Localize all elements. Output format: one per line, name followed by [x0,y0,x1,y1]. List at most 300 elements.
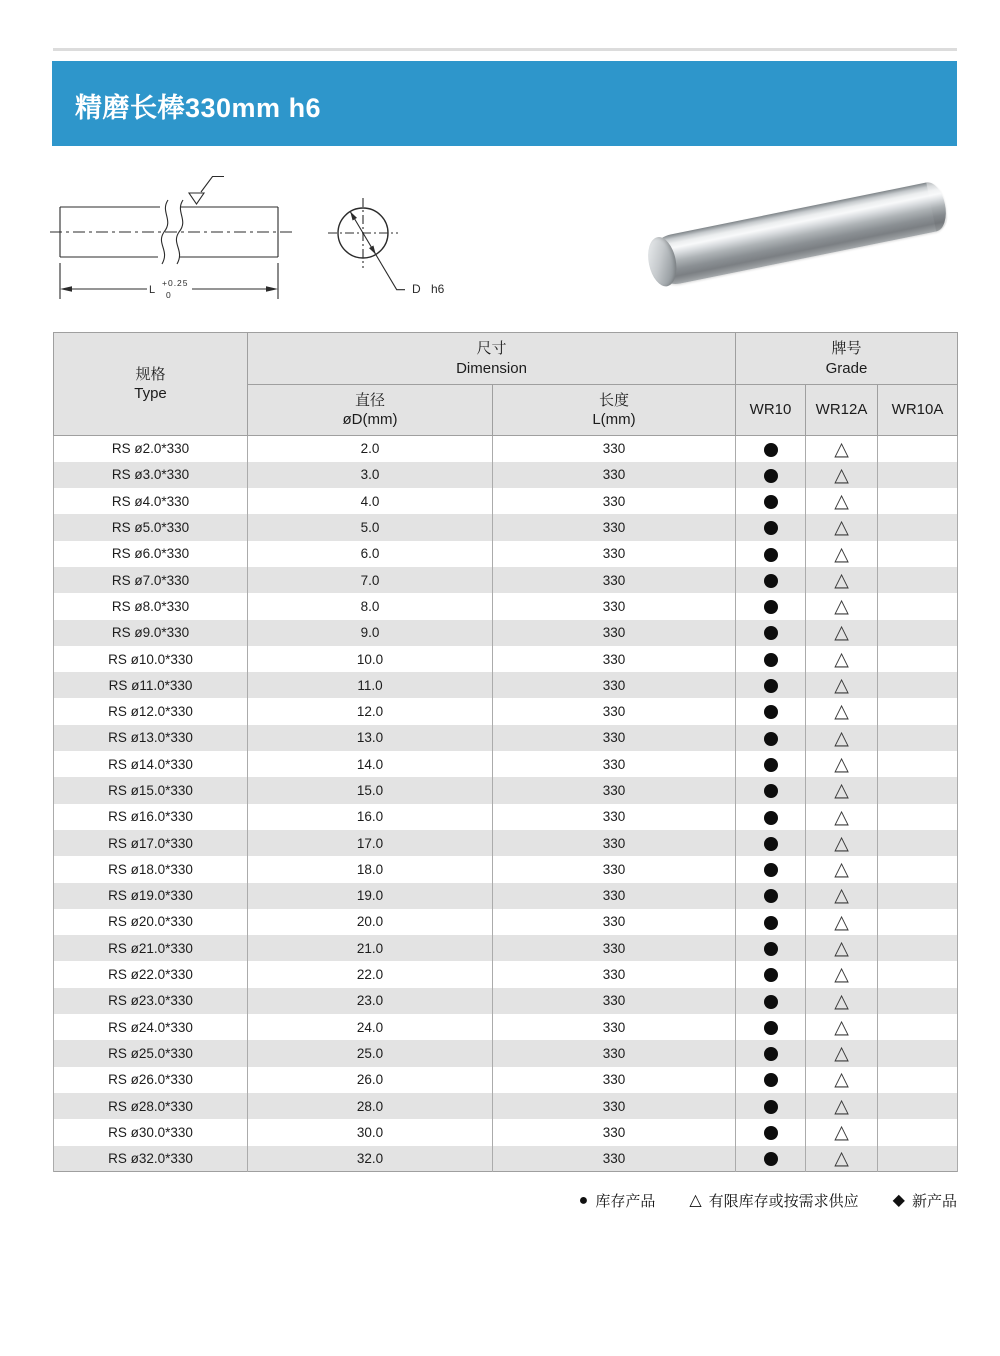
cell-type: RS ø19.0*330 [54,883,248,909]
page-title: 精磨长棒330mm h6 [75,93,322,123]
limited-stock-icon: △ [834,438,849,460]
cell-wr12a [806,646,878,672]
cell-wr12a [806,1119,878,1145]
limited-stock-icon: △ [834,964,849,986]
col-header-wr10a: WR10A [878,385,958,436]
legend-label: 有限库存或按需求供应 [708,1193,859,1210]
length-dim-label: L [149,284,156,296]
tolerance-lower-label: 0 [166,290,171,300]
col-header-diameter-en: øD(mm) [342,411,398,428]
table-row [54,1040,958,1066]
table-row [54,1014,958,1040]
cell-wr10a [878,751,958,777]
table-row [54,541,958,567]
table-row [54,488,958,514]
col-header-type-en: Type [134,385,167,402]
cell-wr10a [878,988,958,1014]
cell-diameter: 21.0 [248,935,493,961]
limited-stock-icon: △ [834,859,849,881]
cell-diameter: 15.0 [248,777,493,803]
cell-wr10 [736,856,806,882]
in-stock-icon [764,784,778,798]
col-header-type [54,333,248,436]
in-stock-icon [764,889,778,903]
cell-length: 330 [493,541,736,567]
diameter-leader [350,212,405,290]
in-stock-icon [764,495,778,509]
table-row [54,883,958,909]
cell-wr12a [806,988,878,1014]
legend-label: 库存产品 [595,1193,656,1210]
cell-wr12a [806,830,878,856]
diameter-arrow-top [350,212,357,221]
cell-wr10 [736,1040,806,1066]
cell-type: RS ø12.0*330 [54,698,248,724]
cell-wr12a [806,777,878,803]
in-stock-icon [764,732,778,746]
cell-wr10a [878,1067,958,1093]
group-header-grade-zh: 牌号 [831,340,862,357]
cell-wr10 [736,1067,806,1093]
in-stock-icon [764,995,778,1009]
cell-wr12a [806,909,878,935]
cell-wr10 [736,935,806,961]
cell-type: RS ø8.0*330 [54,593,248,619]
in-stock-icon [764,811,778,825]
table-row [54,856,958,882]
cell-length: 330 [493,1067,736,1093]
cell-wr10a [878,777,958,803]
cell-type: RS ø18.0*330 [54,856,248,882]
surface-finish-flag [201,177,224,193]
table-row [54,646,958,672]
cell-diameter: 26.0 [248,1067,493,1093]
cell-wr12a [806,804,878,830]
limited-stock-icon: △ [834,464,849,486]
cell-type: RS ø11.0*330 [54,672,248,698]
limited-stock-icon: △ [834,517,849,539]
cell-wr10 [736,1119,806,1145]
cell-wr12a [806,1040,878,1066]
technical-drawing-svg [0,160,470,310]
cell-wr12a [806,514,878,540]
cell-wr12a [806,1093,878,1119]
cell-length: 330 [493,1040,736,1066]
table-row [54,988,958,1014]
cell-wr10a [878,909,958,935]
in-stock-icon [764,653,778,667]
spec-table-header [54,333,958,436]
cell-wr10 [736,698,806,724]
limited-stock-icon: △ [834,1069,849,1091]
cell-diameter: 20.0 [248,909,493,935]
cell-length: 330 [493,804,736,830]
cell-wr12a [806,1146,878,1172]
col-header-diameter [248,385,493,436]
cell-diameter: 12.0 [248,698,493,724]
cell-diameter: 18.0 [248,856,493,882]
cell-type: RS ø2.0*330 [54,436,248,462]
in-stock-icon: ● [578,1191,589,1209]
cell-length: 330 [493,462,736,488]
cell-wr10 [736,514,806,540]
cell-wr10 [736,567,806,593]
cell-wr12a [806,672,878,698]
spec-table [53,332,958,1172]
cell-wr10a [878,804,958,830]
legend-item [579,1190,656,1211]
cell-type: RS ø6.0*330 [54,541,248,567]
cell-wr10a [878,1146,958,1172]
ground-rod-image [646,180,950,289]
cell-length: 330 [493,593,736,619]
in-stock-icon [764,916,778,930]
cell-wr12a [806,1014,878,1040]
cell-length: 330 [493,1093,736,1119]
limited-stock-icon: △ [834,938,849,959]
surface-finish-icon [189,193,204,204]
cell-wr10 [736,620,806,646]
cell-length: 330 [493,488,736,514]
cell-length: 330 [493,1119,736,1145]
cell-type: RS ø26.0*330 [54,1067,248,1093]
cell-wr10a [878,646,958,672]
cell-length: 330 [493,961,736,987]
cell-type: RS ø20.0*330 [54,909,248,935]
cell-length: 330 [493,909,736,935]
table-row [54,462,958,488]
cell-diameter: 19.0 [248,883,493,909]
cell-wr12a [806,462,878,488]
cell-wr10 [736,1014,806,1040]
limited-stock-icon: △ [834,701,849,723]
cell-diameter: 7.0 [248,567,493,593]
cell-wr10a [878,514,958,540]
cell-wr10a [878,488,958,514]
in-stock-icon [764,1021,778,1035]
table-row [54,830,958,856]
cell-wr12a [806,856,878,882]
cell-diameter: 30.0 [248,1119,493,1145]
cell-wr10 [736,804,806,830]
cell-type: RS ø15.0*330 [54,777,248,803]
limited-stock-icon: △ [834,1043,849,1065]
cell-wr12a [806,620,878,646]
cell-wr10 [736,883,806,909]
limited-stock-icon: △ [834,832,849,854]
limited-stock-icon: △ [834,990,849,1012]
cell-wr10a [878,462,958,488]
cell-length: 330 [493,567,736,593]
cell-type: RS ø10.0*330 [54,646,248,672]
cell-wr10a [878,1040,958,1066]
cell-type: RS ø5.0*330 [54,514,248,540]
in-stock-icon [764,521,778,535]
cell-length: 330 [493,856,736,882]
cell-wr10 [736,1146,806,1172]
cell-type: RS ø25.0*330 [54,1040,248,1066]
group-header-grade [736,333,958,385]
cell-wr10a [878,620,958,646]
limited-stock-icon: △ [689,1191,702,1209]
table-row [54,777,958,803]
limited-stock-icon: △ [834,622,849,644]
cell-length: 330 [493,725,736,751]
cell-diameter: 25.0 [248,1040,493,1066]
legend-label: 新产品 [911,1193,957,1210]
cell-diameter: 28.0 [248,1093,493,1119]
cell-length: 330 [493,1014,736,1040]
cell-length: 330 [493,514,736,540]
cell-wr12a [806,725,878,751]
table-row [54,961,958,987]
cell-wr10 [736,593,806,619]
cell-diameter: 4.0 [248,488,493,514]
cell-type: RS ø21.0*330 [54,935,248,961]
in-stock-icon [764,548,778,562]
col-header-wr12a: WR12A [806,385,878,436]
in-stock-icon [764,469,778,483]
in-stock-icon [764,1152,778,1166]
cell-type: RS ø3.0*330 [54,462,248,488]
in-stock-icon [764,837,778,851]
table-row [54,514,958,540]
cell-length: 330 [493,436,736,462]
cell-diameter: 11.0 [248,672,493,698]
cell-length: 330 [493,751,736,777]
section-banner [52,61,957,146]
cell-length: 330 [493,698,736,724]
table-row [54,725,958,751]
cell-length: 330 [493,830,736,856]
cell-wr12a [806,488,878,514]
cell-diameter: 5.0 [248,514,493,540]
limited-stock-icon: △ [834,543,849,565]
table-row [54,593,958,619]
cell-wr12a [806,593,878,619]
limited-stock-icon: △ [834,1122,849,1144]
group-header-dimension-zh: 尺寸 [476,340,507,357]
cell-wr10a [878,1014,958,1040]
cell-wr12a [806,541,878,567]
table-row [54,909,958,935]
cell-diameter: 6.0 [248,541,493,567]
limited-stock-icon: △ [834,780,849,802]
cell-wr12a [806,751,878,777]
cell-wr10 [736,988,806,1014]
cell-wr10a [878,1119,958,1145]
cell-wr10 [736,961,806,987]
cell-type: RS ø9.0*330 [54,620,248,646]
cell-type: RS ø32.0*330 [54,1146,248,1172]
limited-stock-icon: △ [834,1095,849,1117]
cell-wr12a [806,961,878,987]
product-photo [645,175,960,300]
cell-type: RS ø4.0*330 [54,488,248,514]
table-row [54,1146,958,1172]
cell-wr12a [806,567,878,593]
cell-length: 330 [493,1146,736,1172]
limited-stock-icon: △ [834,1148,849,1170]
cell-wr10a [878,830,958,856]
cell-wr10 [736,830,806,856]
cell-type: RS ø23.0*330 [54,988,248,1014]
in-stock-icon [764,705,778,719]
cell-diameter: 2.0 [248,436,493,462]
in-stock-icon [764,758,778,772]
cell-wr12a [806,698,878,724]
limited-stock-icon: △ [834,753,849,775]
cell-type: RS ø16.0*330 [54,804,248,830]
cell-wr10 [736,751,806,777]
cell-wr10a [878,593,958,619]
col-header-diameter-zh: 直径 [354,391,385,409]
limited-stock-icon: △ [834,675,849,697]
table-row [54,436,958,462]
new-product-icon: ◆ [892,1191,905,1209]
cell-wr10a [878,856,958,882]
diameter-arrow-bottom [369,246,376,255]
cell-wr12a [806,935,878,961]
cell-type: RS ø13.0*330 [54,725,248,751]
table-row [54,1119,958,1145]
dim-arrow-right [266,286,278,291]
col-header-type-zh: 规格 [135,365,166,383]
limited-stock-icon: △ [834,596,849,618]
table-row [54,698,958,724]
in-stock-icon [764,626,778,640]
legend-item [689,1190,858,1211]
table-row [54,672,958,698]
cell-length: 330 [493,646,736,672]
cell-wr12a [806,1067,878,1093]
group-header-dimension-en: Dimension [456,359,527,377]
cell-wr10a [878,725,958,751]
in-stock-icon [764,600,778,614]
cell-type: RS ø28.0*330 [54,1093,248,1119]
cell-type: RS ø22.0*330 [54,961,248,987]
cell-wr10a [878,541,958,567]
cell-diameter: 9.0 [248,620,493,646]
table-row [54,1067,958,1093]
in-stock-icon [764,679,778,693]
cell-diameter: 14.0 [248,751,493,777]
in-stock-icon [764,1073,778,1087]
cell-wr10 [736,725,806,751]
cell-wr10a [878,567,958,593]
cell-length: 330 [493,777,736,803]
spec-table-body [54,436,958,1172]
cell-length: 330 [493,620,736,646]
fit-class-label: h6 [431,282,445,296]
in-stock-icon [764,1047,778,1061]
limited-stock-icon: △ [834,727,849,749]
dim-arrow-left [60,286,72,291]
cell-length: 330 [493,988,736,1014]
top-rule [53,48,957,51]
in-stock-icon [764,1100,778,1114]
limited-stock-icon: △ [834,885,849,907]
cell-wr10a [878,436,958,462]
cell-wr12a [806,436,878,462]
cell-wr10a [878,672,958,698]
group-header-dimension [248,333,736,385]
cell-wr10 [736,909,806,935]
group-header-grade-en: Grade [825,359,868,377]
table-row [54,935,958,961]
col-header-wr10: WR10 [736,385,806,436]
cell-wr10 [736,436,806,462]
in-stock-icon [764,863,778,877]
cell-wr10a [878,698,958,724]
cell-wr10a [878,883,958,909]
cell-diameter: 22.0 [248,961,493,987]
cell-wr10 [736,1093,806,1119]
in-stock-icon [764,942,778,956]
cell-wr10 [736,541,806,567]
cell-wr10 [736,646,806,672]
col-header-length-zh: 长度 [598,391,629,409]
limited-stock-icon: △ [834,648,849,670]
cell-diameter: 13.0 [248,725,493,751]
legend [579,1190,957,1211]
cell-length: 330 [493,883,736,909]
in-stock-icon [764,1126,778,1140]
cell-type: RS ø24.0*330 [54,1014,248,1040]
cell-wr12a [806,883,878,909]
limited-stock-icon: △ [834,1016,849,1038]
cell-wr10 [736,462,806,488]
cell-wr10 [736,777,806,803]
cell-diameter: 23.0 [248,988,493,1014]
cell-type: RS ø7.0*330 [54,567,248,593]
cell-diameter: 17.0 [248,830,493,856]
limited-stock-icon: △ [834,490,849,512]
cell-length: 330 [493,935,736,961]
table-row [54,567,958,593]
cell-wr10 [736,672,806,698]
diameter-dim-label: D [412,282,421,296]
cell-type: RS ø17.0*330 [54,830,248,856]
limited-stock-icon: △ [834,806,849,828]
cell-diameter: 8.0 [248,593,493,619]
tolerance-upper-label: +0.25 [162,278,189,288]
cell-diameter: 32.0 [248,1146,493,1172]
in-stock-icon [764,443,778,457]
table-row [54,620,958,646]
col-header-length [493,385,736,436]
cell-diameter: 10.0 [248,646,493,672]
cell-diameter: 16.0 [248,804,493,830]
cell-type: RS ø30.0*330 [54,1119,248,1145]
table-row [54,751,958,777]
cell-type: RS ø14.0*330 [54,751,248,777]
technical-drawing [0,160,470,310]
table-row [54,1093,958,1119]
cell-diameter: 24.0 [248,1014,493,1040]
legend-item [893,1190,957,1211]
cell-wr10a [878,1093,958,1119]
limited-stock-icon: △ [834,911,849,933]
in-stock-icon [764,968,778,982]
cell-wr10a [878,935,958,961]
table-row [54,804,958,830]
cell-length: 330 [493,672,736,698]
limited-stock-icon: △ [834,569,849,591]
cell-wr10 [736,488,806,514]
col-header-length-en: L(mm) [592,411,636,428]
in-stock-icon [764,574,778,588]
